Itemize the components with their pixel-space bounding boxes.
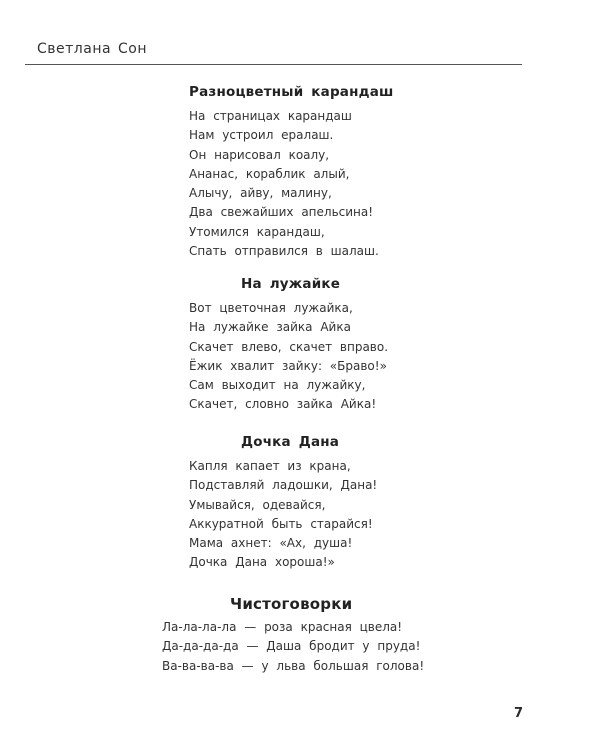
poem-1 (189, 84, 394, 261)
poem-2 (189, 276, 388, 415)
poem-line: Ла-ла-ла-ла — роза красная цвела! (162, 620, 403, 634)
section-title: Чистоговорки (230, 595, 353, 613)
poem-lines (189, 457, 377, 573)
poem-line: Дочка Дана хороша!» (189, 555, 335, 570)
poem-line: Аккуратной быть старайся! (189, 516, 373, 531)
poem-line: Подставляй ладошки, Дана! (189, 478, 378, 493)
poem-line: Да-да-да-да — Даша бродит у пруда! (162, 639, 421, 654)
poem-lines (189, 107, 394, 261)
page-number: 7 (514, 706, 524, 721)
poem-line: Он нарисовал коалу, (189, 147, 330, 162)
poem-line: Мама ахнет: «Ах, душа! (189, 536, 353, 551)
poem-line: Скачет влево, скачет вправо. (189, 339, 389, 354)
poem-line: Ёжик хвалит зайку: «Браво!» (189, 358, 387, 373)
poem-line: Капля капает из крана, (189, 459, 351, 473)
poem-line: На страницах карандаш (189, 109, 352, 123)
poem-line: Вот цветочная лужайка, (189, 301, 353, 315)
poem-title: На лужайке (241, 276, 341, 292)
running-header-author: Светлана Сон (37, 41, 147, 57)
poem-lines (162, 618, 424, 676)
poem-line: На лужайке зайка Айка (189, 320, 351, 335)
poem-line: Ананас, кораблик алый, (189, 166, 350, 181)
poem-title: Разноцветный карандаш (189, 84, 394, 100)
header-divider (25, 64, 522, 65)
poem-line: Скачет, словно зайка Айка! (189, 397, 377, 412)
poem-line: Утомился карандаш, (189, 224, 325, 239)
tongue-twisters (162, 595, 424, 676)
poem-line: Сам выходит на лужайку, (189, 378, 366, 393)
poem-line: Умывайся, одевайся, (189, 497, 326, 512)
poem-line: Алычу, айву, малину, (189, 186, 332, 201)
poem-line: Нам устроил ералаш. (189, 128, 334, 143)
poem-3 (189, 434, 377, 573)
poem-line: Спать отправился в шалаш. (189, 244, 379, 259)
poem-line: Ва-ва-ва-ва — у льва большая голова! (162, 658, 425, 673)
poem-lines (189, 299, 388, 415)
poem-title: Дочка Дана (241, 434, 340, 450)
poem-line: Два свежайших апельсина! (189, 205, 374, 220)
